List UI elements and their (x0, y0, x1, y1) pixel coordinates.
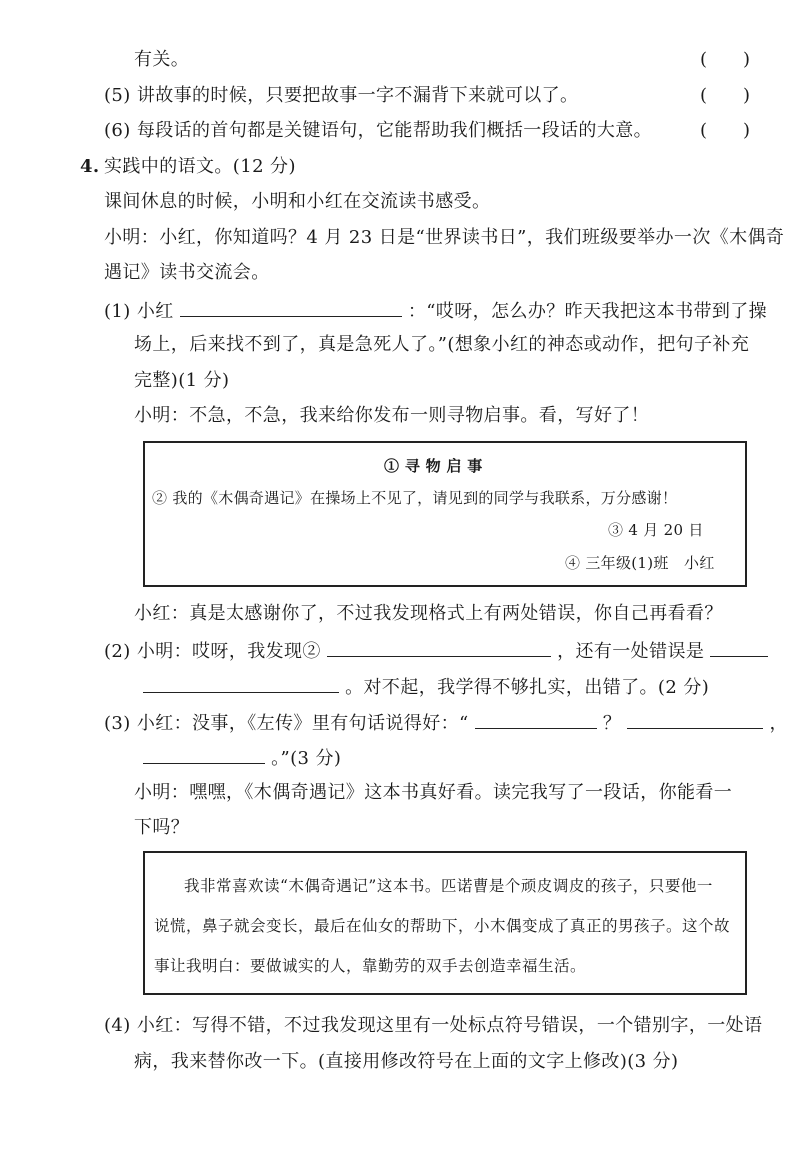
answer-paren-4[interactable]: ( ) (700, 49, 751, 70)
q1-line-1 (104, 298, 767, 324)
q3-tail: 。”(3 分) (271, 748, 342, 769)
q2-prefix: (2) 小明：哎呀，我发现② (104, 641, 321, 662)
answer-paren-6[interactable]: ( ) (700, 120, 751, 141)
q1-prefix: (1) 小红 (104, 301, 174, 322)
paragraph-line-3: 事让我明白：要做诚实的人，靠勤劳的双手去创造幸福生活。 (154, 957, 587, 975)
q2-mid: ，还有一处错误是 (557, 641, 705, 662)
judge-item-6: (6) 每段话的首句都是关键语句，它能帮助我们概括一段话的大意。 (104, 120, 653, 141)
q3-comma: ， (769, 713, 788, 734)
q3-line-1 (104, 710, 788, 736)
q3-answer-blank-1[interactable] (475, 710, 597, 729)
q2-line-1 (104, 638, 768, 664)
q4-line-2: 病，我来替你改一下。(直接用修改符号在上面的文字上修改)(3 分) (134, 1051, 679, 1072)
paragraph-line-2: 说慌，鼻子就会变长，最后在仙女的帮助下，小木偶变成了真正的男孩子。这个故 (154, 917, 731, 935)
paragraph-line-1: 我非常喜欢读“木偶奇遇记”这本书。匹诺曹是个顽皮调皮的孩子，只要他一 (184, 877, 713, 895)
q4-line-1: (4) 小红：写得不错，不过我发现这里有一处标点符号错误，一个错别字，一处语 (104, 1015, 763, 1036)
xiaoming-line-3b: 下吗？ (134, 817, 190, 838)
xiaoming-line-2: 小明：不急，不急，我来给你发布一则寻物启事。看，写好了！ (134, 405, 650, 426)
notice-title: ① 寻 物 启 事 (384, 457, 483, 475)
xiaoming-line-1: 小明：小红，你知道吗？4 月 23 日是“世界读书日”，我们班级要举办一次《木偶奇 (104, 227, 785, 248)
q1-after-blank: ：“哎呀，怎么办？昨天我把这本书带到了操 (407, 301, 768, 322)
question-number: 4. (80, 156, 100, 177)
q3-prefix: (3) 小红：没事，《左传》里有句话说得好：“ (104, 713, 469, 734)
q1-line-3: 完整)(1 分) (134, 370, 230, 391)
q3-answer-blank-2[interactable] (627, 710, 763, 729)
q2-line-2 (143, 674, 709, 700)
q1-answer-blank[interactable] (180, 298, 402, 317)
q3-answer-blank-3[interactable] (143, 745, 265, 764)
judge-item-5: (5) 讲故事的时候，只要把故事一字不漏背下来就可以了。 (104, 85, 579, 106)
notice-signature: ④ 三年级(1)班 小红 (565, 554, 715, 572)
q2-answer-blank-1[interactable] (327, 638, 551, 657)
question-title: 实践中的语文。(12 分) (104, 156, 296, 177)
q2-answer-blank-2a[interactable] (710, 638, 768, 657)
q3-question-mark: ？ (602, 713, 622, 734)
notice-date: ③ 4 月 20 日 (608, 521, 704, 539)
q1-line-2: 场上，后来找不到了，真是急死人了。”(想象小红的神态或动作，把句子补充 (134, 334, 750, 355)
q2-answer-blank-2b[interactable] (143, 674, 339, 693)
q2-tail: 。对不起，我学得不够扎实，出错了。(2 分) (345, 677, 710, 698)
item4-tail: 有关。 (134, 49, 190, 70)
notice-body: ② 我的《木偶奇遇记》在操场上不见了，请见到的同学与我联系，万分感谢！ (152, 489, 678, 507)
intro-text: 课间休息的时候，小明和小红在交流读书感受。 (104, 191, 491, 212)
answer-paren-5[interactable]: ( ) (700, 85, 751, 106)
xiaoming-line-3: 小明：嘿嘿，《木偶奇遇记》这本书真好看。读完我写了一段话，你能看一 (134, 782, 733, 803)
xiaoming-line-1b: 遇记》读书交流会。 (104, 262, 270, 283)
xiaohong-line-1: 小红：真是太感谢你了，不过我发现格式上有两处错误，你自己再看看？ (134, 603, 723, 624)
q3-line-2 (143, 745, 341, 771)
